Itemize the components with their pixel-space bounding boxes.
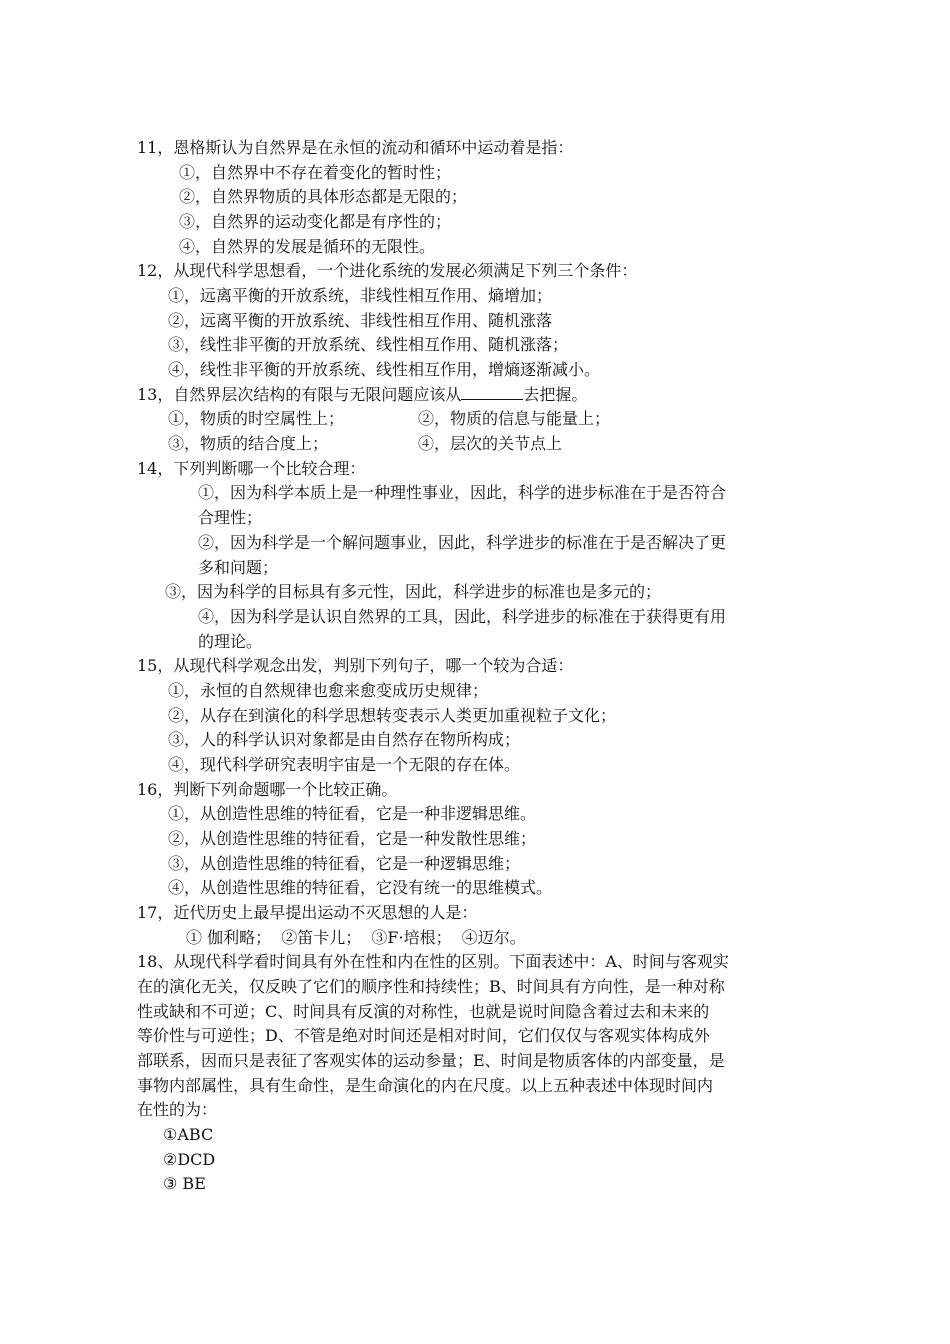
question-15-stem: 15，从现代科学观念出发，判别下列句子，哪一个较为合适：: [137, 656, 574, 675]
fill-in-blank: [461, 384, 523, 400]
question-15-option-2: ②，从存在到演化的科学思想转变表示人类更加重视粒子文化；: [168, 706, 617, 725]
question-16-option-2: ②，从创造性思维的特征看，它是一种发散性思维；: [168, 829, 537, 848]
question-14-option-1-line-2: 合理性；: [198, 508, 263, 527]
question-15-option-1: ①，永恒的自然规律也愈来愈变成历史规律；: [168, 681, 489, 700]
question-14-option-2-line-2: 多和问题；: [198, 558, 279, 577]
question-11-option-3: ③，自然界的运动变化都是有序性的；: [179, 212, 452, 231]
question-16-option-1: ①，从创造性思维的特征看，它是一种非逻辑思维。: [168, 804, 537, 823]
question-18-stem-line-7: 在性的为：: [137, 1100, 218, 1119]
question-17-options: ① 伽利略； ②笛卡儿； ③F·培根； ④迈尔。: [186, 928, 526, 947]
question-18-option-3: ③ BE: [163, 1174, 206, 1193]
question-13-option-3: ③，物质的结合度上；: [168, 434, 329, 453]
question-14-stem: 14，下列判断哪一个比较合理：: [137, 459, 366, 478]
question-12-option-1: ①，远离平衡的开放系统，非线性相互作用、熵增加；: [168, 286, 553, 305]
question-16-stem: 16，判断下列命题哪一个比较正确。: [137, 780, 398, 799]
question-14-option-3: ③，因为科学的目标具有多元性，因此，科学进步的标准也是多元的；: [165, 582, 662, 601]
question-12-option-4: ④，线性非平衡的开放系统、线性相互作用，增熵逐渐减小。: [168, 360, 601, 379]
question-14-option-2-line-1: ②，因为科学是一个解问题事业，因此，科学进步的标准在于是否解决了更: [198, 533, 727, 552]
question-13-stem: [137, 383, 587, 408]
question-11-stem: 11，恩格斯认为自然界是在永恒的流动和循环中运动着是指：: [137, 138, 574, 157]
question-13-option-2: ②，物质的信息与能量上；: [418, 409, 611, 428]
question-11-option-4: ④，自然界的发展是循环的无限性。: [179, 237, 436, 256]
question-13-option-1: ①，物质的时空属性上；: [168, 409, 345, 428]
question-15-option-4: ④，现代科学研究表明宇宙是一个无限的存在体。: [168, 755, 521, 774]
question-18-option-2: ②DCD: [163, 1150, 216, 1169]
question-16-option-3: ③，从创造性思维的特征看，它是一种逻辑思维；: [168, 854, 521, 873]
question-11-option-2: ②，自然界物质的具体形态都是无限的；: [179, 187, 468, 206]
question-18-stem-line-1: 18、从现代科学看时间具有外在性和内在性的区别。下面表述中：A、时间与客观实: [137, 952, 729, 971]
question-12-option-2: ②，远离平衡的开放系统、非线性相互作用、随机涨落: [168, 311, 553, 330]
question-14-option-4-line-1: ④，因为科学是认识自然界的工具，因此，科学进步的标准在于获得更有用: [198, 607, 727, 626]
question-12-stem: 12，从现代科学思想看，一个进化系统的发展必须满足下列三个条件：: [137, 261, 638, 280]
question-18-stem-line-2: 在的演化无关，仅反映了它们的顺序性和持续性；B、时间具有方向性，是一种对称: [137, 977, 725, 996]
question-13-stem-before: 13，自然界层次结构的有限与无限问题应该从: [137, 385, 462, 404]
question-18-stem-line-4: 等价性与可逆性；D、不管是绝对时间还是相对时间，它们仅仅与客观实体构成外: [137, 1026, 710, 1045]
question-14-option-1-line-1: ①，因为科学本质上是一种理性事业，因此，科学的进步标准在于是否符合: [198, 483, 727, 502]
question-16-option-4: ④，从创造性思维的特征看，它没有统一的思维模式。: [168, 878, 553, 897]
question-11-option-1: ①，自然界中不存在着变化的暂时性；: [179, 163, 452, 182]
question-17-stem: 17，近代历史上最早提出运动不灭思想的人是：: [137, 903, 478, 922]
question-18-stem-line-3: 性或缺和不可逆；C、时间具有反演的对称性，也就是说时间隐含着过去和未来的: [137, 1002, 710, 1021]
question-18-stem-line-6: 事物内部属性，具有生命性，是生命演化的内在尺度。以上五种表述中体现时间内: [137, 1076, 714, 1095]
question-18-option-1: ①ABC: [163, 1125, 214, 1144]
question-15-option-3: ③，人的科学认识对象都是由自然存在物所构成；: [168, 730, 521, 749]
question-13-option-4: ④，层次的关节点上: [418, 434, 563, 453]
question-14-option-4-line-2: 的理论。: [198, 632, 263, 651]
question-12-option-3: ③，线性非平衡的开放系统、线性相互作用、随机涨落；: [168, 335, 569, 354]
question-18-stem-line-5: 部联系，因而只是表征了客观实体的运动参量；E、时间是物质客体的内部变量，是: [137, 1051, 725, 1070]
question-13-stem-after: 去把握。: [523, 385, 588, 404]
